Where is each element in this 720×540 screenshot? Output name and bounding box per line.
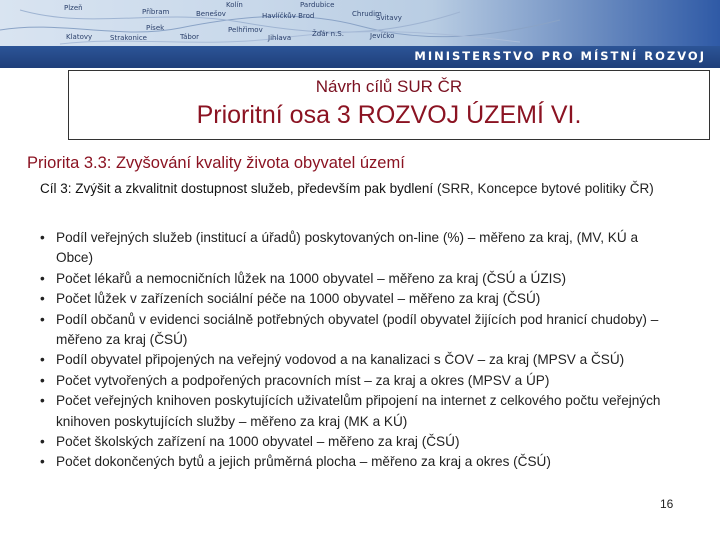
list-item [38,391,678,432]
goal-text [40,179,680,198]
indicator-list [38,228,678,473]
town-label: Klatovy [66,33,93,41]
town-label: Písek [146,24,165,32]
town-label: Jevíčko [370,32,395,40]
list-item [38,228,678,269]
list-item-text: Počet veřejných knihoven poskytujících uživatelům připojení na internet z celkového počtu veřejných knihoven poskytujících služby – měřeno za kraj (MK a KÚ) [56,393,661,429]
bullet-icon: • [40,352,45,368]
town-label: Kolín [226,1,243,9]
list-item-text: Podíl obyvatel připojených na veřejný vodovod a na kanalizaci s ČOV – za kraj (MPSV a ČSÚ) [56,352,625,368]
list-item [38,371,678,391]
bullet-icon: • [40,291,45,307]
town-label: Svitavy [376,14,402,22]
town-label: Strakonice [110,34,147,42]
goal-suffix: (SRR, Koncepce bytové politiky ČR) [433,181,654,196]
list-item-text: Počet lůžek v zařízeních sociální péče na 1000 obyvatel – měřeno za kraj (ČSÚ) [56,291,541,307]
town-label: Žďár n.S. [312,30,344,38]
page-number: 16 [660,497,674,511]
list-item-text: Počet lékařů a nemocničních lůžek na 1000 obyvatel – měřeno za kraj (ČSÚ a ÚZIS) [56,270,567,286]
list-item [38,310,678,351]
priority-heading: Priorita 3.3: Zvyšování kvality života obyvatel území [27,154,405,172]
bullet-icon: • [40,230,45,245]
bullet-icon: • [40,454,45,470]
town-label: Jihlava [268,34,292,42]
bullet-icon: • [40,434,45,450]
list-item [38,432,678,452]
header-banner [0,0,720,68]
goal-prefix: Cíl 3: Zvýšit a zkvalitnit dostupnost služeb, především pak bydlení [40,181,434,196]
town-label: Tábor [180,33,200,41]
bullet-icon: • [40,270,45,286]
list-item [38,452,678,472]
list-item-text: Podíl občanů v evidenci sociálně potřebných obyvatel (podíl obyvatel žijících pod hranicí chudoby) – měřeno za kraj (ČSÚ) [56,311,659,348]
town-label: Pardubice [300,1,335,9]
title-box [68,70,710,140]
list-item [38,269,678,289]
bullet-icon: • [40,393,45,409]
list-item [38,289,678,309]
town-label: Pelhřimov [228,26,263,34]
bullet-icon: • [40,311,45,327]
town-label: Havlíčkův Brod [262,12,315,20]
bullet-icon: • [40,372,45,388]
slide-title: Prioritní osa 3 ROZVOJ ÚZEMÍ VI. [196,101,582,129]
list-item-text: Počet dokončených bytů a jejich průměrná plocha – měřeno za kraj a okres (ČSÚ) [56,454,551,470]
ministry-logo-text: MINISTERSTVO PRO MÍSTNÍ ROZVOJ [414,49,706,63]
town-label: Příbram [142,8,170,16]
town-label: Benešov [196,10,226,18]
slide-subtitle: Návrh cílů SUR ČR [315,77,463,96]
list-item-text: Počet vytvořených a podpořených pracovních míst – za kraj a okres (MPSV a ÚP) [56,372,550,388]
list-item [38,350,678,370]
list-item-text: Podíl veřejných služeb (institucí a úřadů) poskytovaných on-line (%) – měřeno za kraj, (MV, KÚ a Obce) [56,230,639,266]
town-label: Chrudim [352,10,382,18]
list-item-text: Počet školských zařízení na 1000 obyvatel – měřeno za kraj (ČSÚ) [56,434,460,450]
town-label: Plzeň [64,4,83,12]
